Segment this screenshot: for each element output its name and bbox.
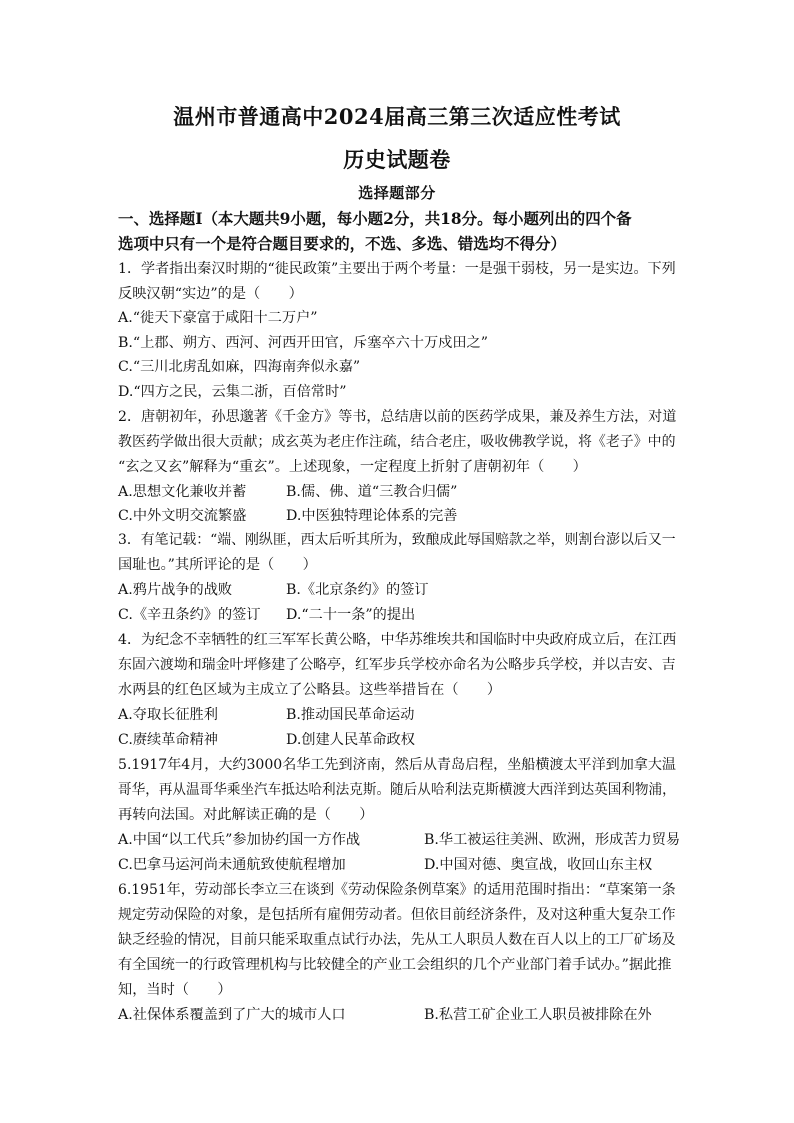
q3-stem-line: 3．有笔记载：“端、刚纵匪，西太后听其所为，致酿成此辱国赔款之举，则割台澎以后又一 <box>118 532 676 548</box>
q4-stem-line: 4．为纪念不幸牺牲的红三军军长黄公略，中华苏维埃共和国临时中央政府成立后，在江西 <box>118 632 677 648</box>
q6-option-a: A.社保体系覆盖到了广大的城市人口 <box>118 1007 346 1023</box>
q2-stem-line: “玄之又玄”解释为“重玄”。上述现象，一定程度上折射了唐朝初年（ ） <box>118 459 587 475</box>
q5-option-c: C.巴拿马运河尚未通航致使航程增加 <box>118 857 346 873</box>
q4-option-b: B.推动国民革命运动 <box>286 707 415 723</box>
q5-option-d: D.中国对德、奥宣战，收回山东主权 <box>424 857 653 873</box>
q1-stem-line: 1．学者指出秦汉时期的“徙民政策”主要出于两个考量：一是强干弱枝，另一是实边。下列 <box>118 261 676 277</box>
q6-stem-line: 有全国统一的行政管理机构与比较健全的产业工会组织的几个产业部门着手试办。”据此推 <box>118 957 672 973</box>
q3-option-c: C.《辛丑条约》的签订 <box>118 607 261 623</box>
q6-stem-line: 知，当时（ ） <box>118 982 232 998</box>
q4-stem-line: 水两县的红色区域为主成立了公略县。这些举措旨在（ ） <box>118 682 502 698</box>
q5-stem-line: 再转向法国。对此解读正确的是（ ） <box>118 807 374 823</box>
q2-option-c: C.中外文明交流繁盛 <box>118 508 247 524</box>
q4-stem-line: 东固六渡坳和瑞金叶坪修建了公略亭，红军步兵学校亦命名为公略步兵学校，并以吉安、吉 <box>118 657 676 673</box>
exam-subject: 历史试题卷 <box>343 147 451 172</box>
q1-option-d: D.“四方之民，云集二浙，百倍常时” <box>118 384 347 400</box>
q5-option-a: A.中国“以工代兵”参加协约国一方作战 <box>118 832 361 848</box>
part-heading: 选择题部分 <box>358 184 436 202</box>
q3-stem-line: 国耻也。”其所评论的是（ ） <box>118 557 317 573</box>
q4-option-c: C.赓续革命精神 <box>118 732 218 748</box>
q3-option-d: D.“二十一条”的提出 <box>286 607 416 623</box>
q6-option-b: B.私营工矿企业工人职员被排除在外 <box>424 1007 652 1023</box>
q2-option-a: A.思想文化兼收并蓄 <box>118 484 247 500</box>
q6-stem-line: 6.1951年，劳动部长李立三在谈到《劳动保险条例草案》的适用范围时指出：“草案第一条 <box>118 882 676 898</box>
q1-option-b: B.“上郡、朔方、西河、河西开田官，斥塞卒六十万戍田之” <box>118 335 488 351</box>
q2-stem-line: 2．唐朝初年，孙思邈著《千金方》等书，总结唐以前的医药学成果，兼及养生方法，对道 <box>118 409 677 425</box>
q3-option-b: B.《北京条约》的签订 <box>286 582 429 598</box>
q4-option-d: D.创建人民革命政权 <box>286 732 415 748</box>
q5-stem-line: 哥华，再从温哥华乘坐汽车抵达哈利法克斯。随后从哈利法克斯横渡大西洋到达英国利物浦， <box>118 782 676 798</box>
q5-option-b: B.华工被运往美洲、欧洲，形成苦力贸易 <box>424 832 681 848</box>
exam-title: 温州市普通高中2024届高三第三次适应性考试 <box>173 104 621 129</box>
q1-option-c: C.“三川北虏乱如麻，四海南奔似永嘉” <box>118 359 361 375</box>
section-instruction-line-1: 一、选择题Ⅰ（本大题共9小题，每小题2分，共18分。每小题列出的四个备 <box>118 209 632 228</box>
section-instruction-line-2: 选项中只有一个是符合题目要求的，不选、多选、错选均不得分） <box>118 234 566 253</box>
q5-stem-line: 5.1917年4月，大约3000名华工先到济南，然后从青岛启程，坐船横渡太平洋到加拿大温 <box>118 757 676 773</box>
q6-stem-line: 缺乏经验的情况，目前只能采取重点试行办法，先从工人职员人数在百人以上的工厂矿场及 <box>118 932 676 948</box>
q2-stem-line: 教医药学做出很大贡献；成玄英为老庄作注疏，结合老庄，吸收佛教学说，将《老子》中的 <box>118 434 676 450</box>
q2-option-b: B.儒、佛、道“三教合归儒” <box>286 484 458 500</box>
q4-option-a: A.夺取长征胜利 <box>118 707 218 723</box>
q1-option-a: A.“徙天下豪富于咸阳十二万户” <box>118 310 318 326</box>
q1-stem-line: 反映汉朝“实边”的是（ ） <box>118 286 303 302</box>
q6-stem-line: 规定劳动保险的对象，是包括所有雇佣劳动者。但依目前经济条件，及对这种重大复杂工作 <box>118 907 676 923</box>
q3-option-a: A.鸦片战争的战败 <box>118 582 233 598</box>
q2-option-d: D.中医独特理论体系的完善 <box>286 508 458 524</box>
